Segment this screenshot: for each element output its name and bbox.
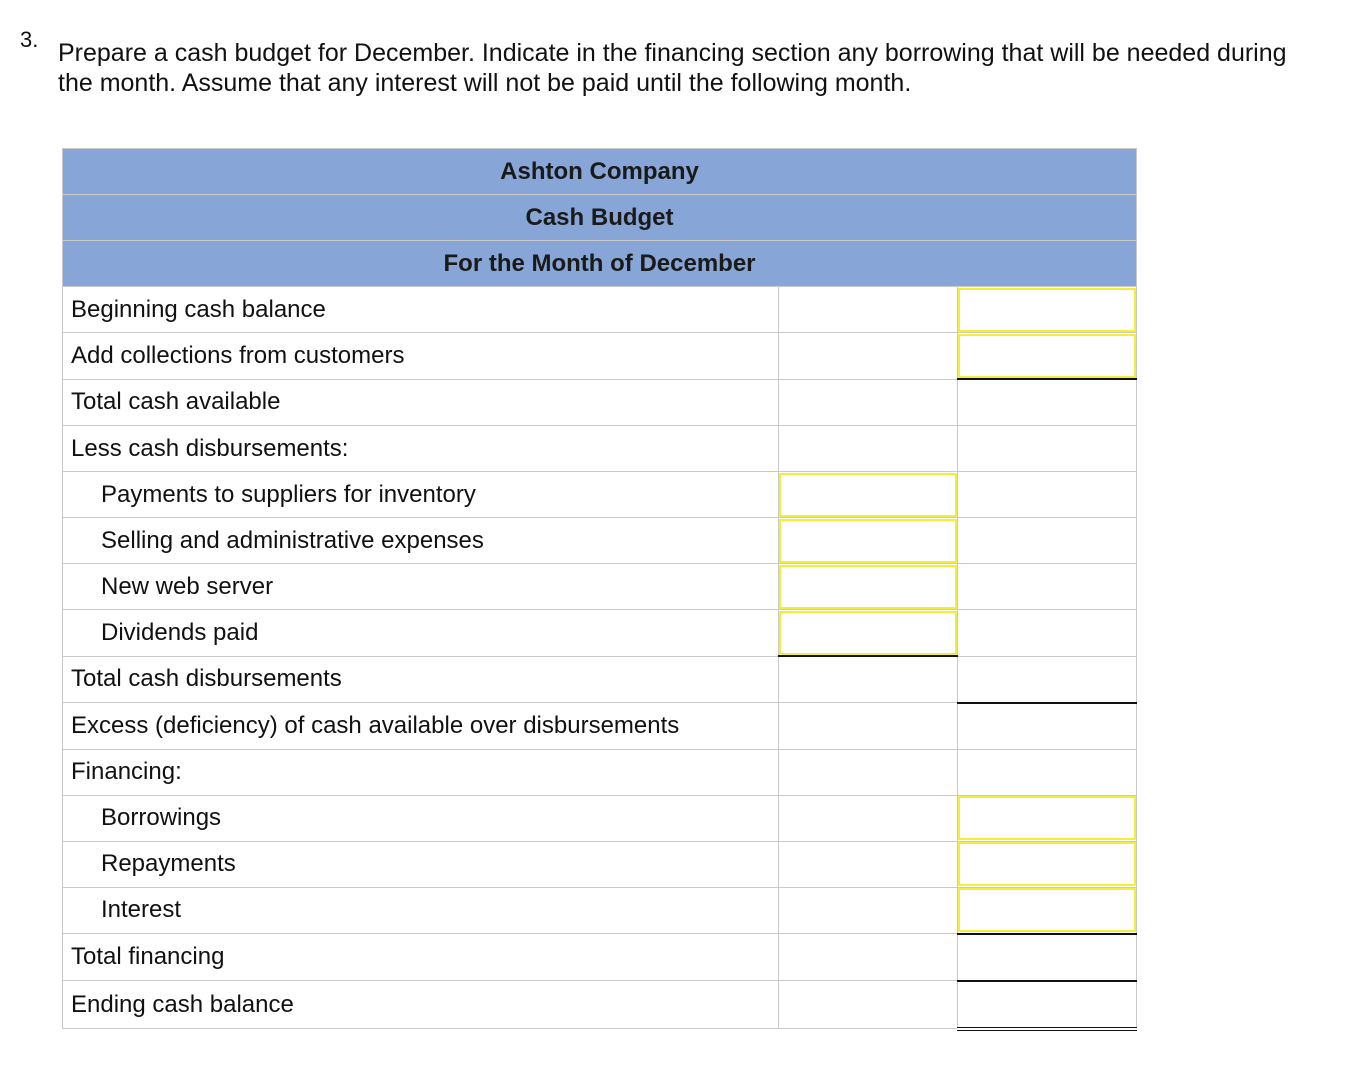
- table-row: [63, 656, 1137, 703]
- beginning-cash-input[interactable]: [958, 288, 1136, 332]
- empty-cell: [779, 287, 958, 333]
- cash-budget-table: [62, 148, 1137, 1031]
- total-financing-cell: [958, 934, 1137, 981]
- empty-cell: [779, 934, 958, 981]
- empty-cell: [779, 656, 958, 703]
- total-cash-available-cell: [958, 379, 1137, 426]
- table-row: [63, 333, 1137, 380]
- table-row: [63, 841, 1137, 887]
- statement-period: For the Month of December: [63, 241, 1137, 287]
- empty-cell: [958, 610, 1137, 657]
- row-label-excess-deficiency: Excess (deficiency) of cash available over disbursements: [63, 703, 779, 750]
- row-label-beginning-cash: Beginning cash balance: [63, 287, 779, 333]
- row-label-total-cash-available: Total cash available: [63, 379, 779, 426]
- empty-cell: [779, 333, 958, 380]
- repayments-cell: [958, 841, 1137, 887]
- table-row: [63, 887, 1137, 934]
- empty-cell: [779, 703, 958, 750]
- empty-cell: [958, 426, 1137, 472]
- dividends-input[interactable]: [779, 611, 957, 655]
- empty-cell: [779, 981, 958, 1029]
- row-label-financing: Financing:: [63, 749, 779, 795]
- interest-cell: [958, 887, 1137, 934]
- dividends-cell: [779, 610, 958, 657]
- row-label-total-financing: Total financing: [63, 934, 779, 981]
- row-label-collections: Add collections from customers: [63, 333, 779, 380]
- payments-suppliers-cell: [779, 472, 958, 518]
- company-name: Ashton Company: [63, 149, 1137, 195]
- row-label-total-disbursements: Total cash disbursements: [63, 656, 779, 703]
- table-row: [63, 472, 1137, 518]
- table-row: [63, 703, 1137, 750]
- empty-cell: [958, 472, 1137, 518]
- collections-input[interactable]: [958, 334, 1136, 378]
- row-label-dividends: Dividends paid: [63, 610, 779, 657]
- payments-suppliers-input[interactable]: [779, 473, 957, 517]
- beginning-cash-cell: [958, 287, 1137, 333]
- row-label-ending-cash: Ending cash balance: [63, 981, 779, 1029]
- total-disbursements-cell: [958, 656, 1137, 703]
- excess-deficiency-cell: [958, 703, 1137, 750]
- row-label-payments-suppliers: Payments to suppliers for inventory: [63, 472, 779, 518]
- table-row: [63, 610, 1137, 657]
- empty-cell: [779, 749, 958, 795]
- collections-cell: [958, 333, 1137, 380]
- empty-cell: [958, 564, 1137, 610]
- row-label-selling-admin: Selling and administrative expenses: [63, 518, 779, 564]
- interest-input[interactable]: [958, 888, 1136, 932]
- table-row: [63, 795, 1137, 841]
- borrowings-input[interactable]: [958, 796, 1136, 840]
- question-number: 3.: [20, 27, 39, 52]
- empty-cell: [779, 426, 958, 472]
- empty-cell: [779, 379, 958, 426]
- table-row: [63, 749, 1137, 795]
- selling-admin-cell: [779, 518, 958, 564]
- row-label-interest: Interest: [63, 887, 779, 934]
- row-label-borrowings: Borrowings: [63, 795, 779, 841]
- repayments-input[interactable]: [958, 842, 1136, 886]
- table-row: [63, 518, 1137, 564]
- table-row: [63, 981, 1137, 1029]
- empty-cell: [779, 795, 958, 841]
- ending-cash-cell: [958, 981, 1137, 1029]
- empty-cell: [958, 749, 1137, 795]
- empty-cell: [958, 518, 1137, 564]
- table-row: [63, 564, 1137, 610]
- row-label-repayments: Repayments: [63, 841, 779, 887]
- empty-cell: [779, 841, 958, 887]
- selling-admin-input[interactable]: [779, 519, 957, 563]
- table-row: [63, 426, 1137, 472]
- statement-title: Cash Budget: [63, 195, 1137, 241]
- table-row: [63, 934, 1137, 981]
- row-label-less-disbursements: Less cash disbursements:: [63, 426, 779, 472]
- question-prompt: Prepare a cash budget for December. Indicate in the financing section any borrowing that will be needed during the month. Assume that any interest will not be paid until the following month.: [58, 39, 1287, 97]
- table-row: [63, 379, 1137, 426]
- empty-cell: [779, 887, 958, 934]
- web-server-input[interactable]: [779, 565, 957, 609]
- table-row: [63, 287, 1137, 333]
- web-server-cell: [779, 564, 958, 610]
- row-label-web-server: New web server: [63, 564, 779, 610]
- borrowings-cell: [958, 795, 1137, 841]
